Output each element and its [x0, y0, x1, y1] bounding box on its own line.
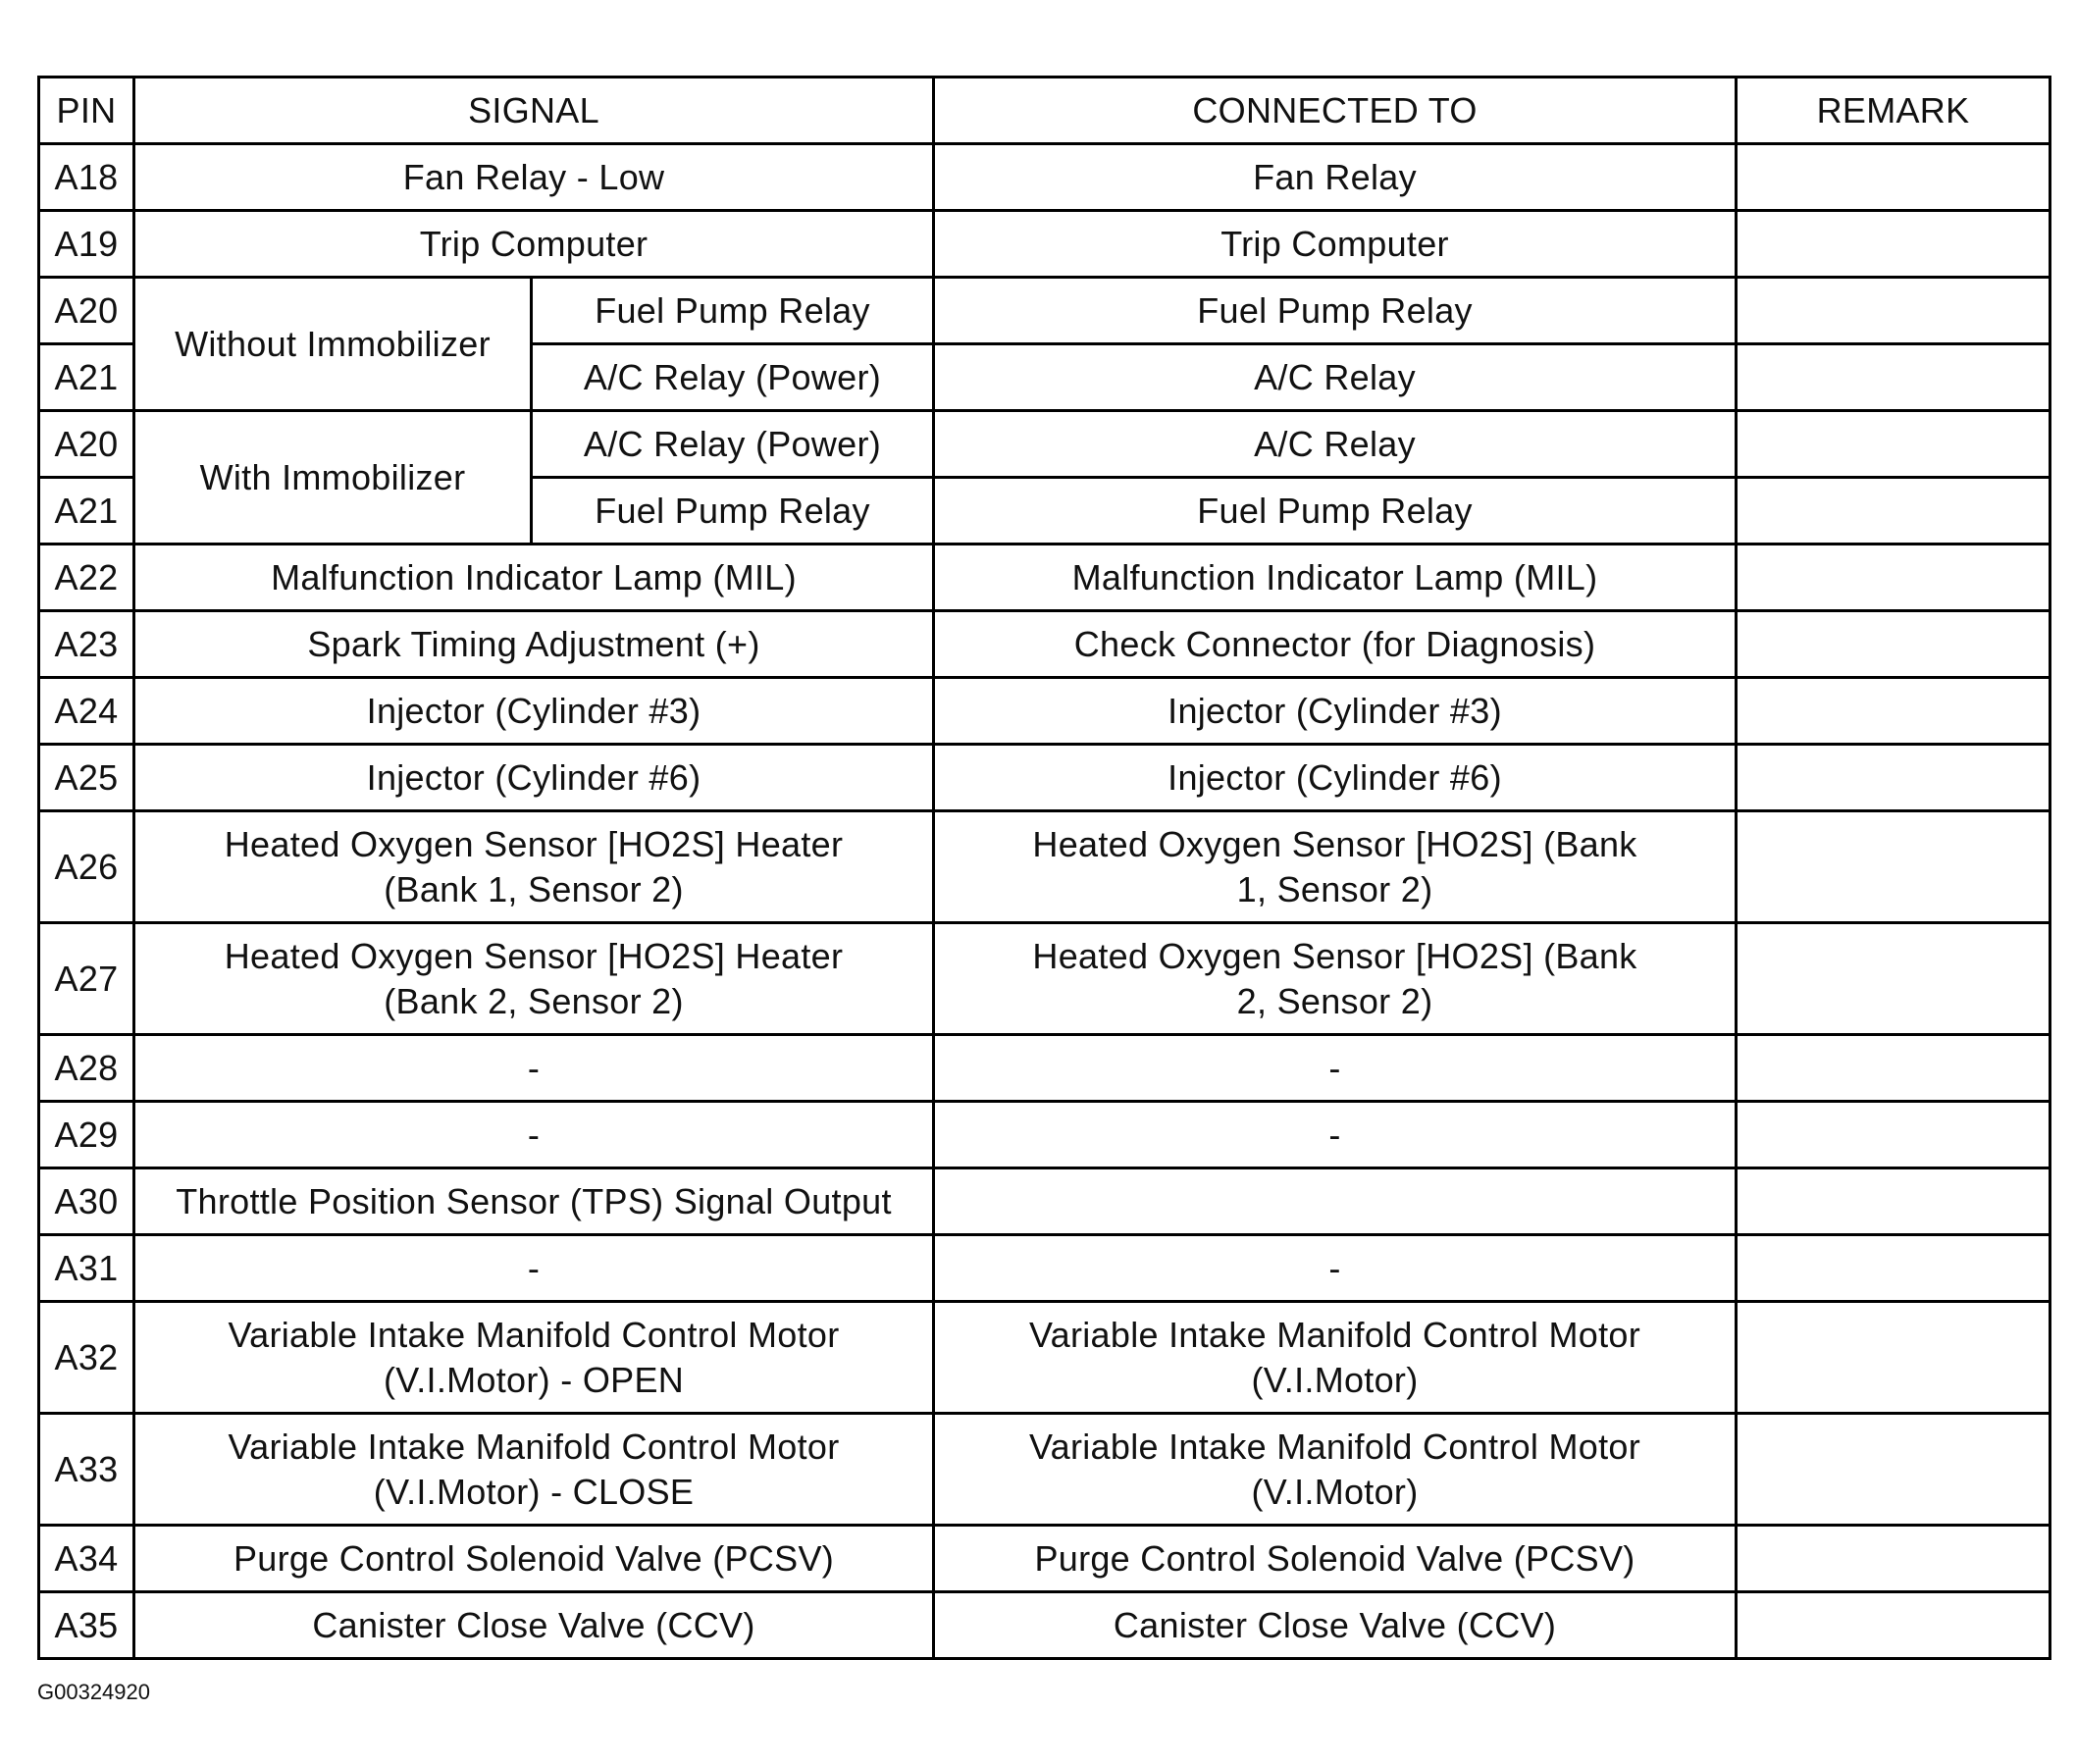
pin-cell: A21: [39, 478, 134, 545]
pin-cell: A29: [39, 1102, 134, 1168]
signal-cell: Trip Computer: [134, 211, 934, 278]
header-signal: SIGNAL: [134, 78, 934, 144]
signal-cell: Spark Timing Adjustment (+): [134, 611, 934, 678]
pin-cell: A26: [39, 811, 134, 923]
table-row: [39, 811, 2050, 923]
table-row: [39, 211, 2050, 278]
group-cell-with-immobilizer: With Immobilizer: [134, 411, 532, 545]
table-row: [39, 1235, 2050, 1302]
pin-table: [37, 76, 2051, 1660]
signal-line: Variable Intake Manifold Control Motor: [228, 1314, 840, 1355]
signal-cell: Fuel Pump Relay: [532, 478, 934, 545]
signal-cell: Fan Relay - Low: [134, 144, 934, 211]
signal-cell: [134, 811, 934, 923]
remark-cell: [1737, 1168, 2050, 1235]
figure-id: G00324920: [37, 1680, 150, 1704]
signal-cell: [134, 923, 934, 1035]
table-row: [39, 678, 2050, 745]
signal-line: (V.I.Motor) - CLOSE: [373, 1471, 695, 1512]
connected-cell: Fuel Pump Relay: [934, 478, 1737, 545]
connected-cell: Malfunction Indicator Lamp (MIL): [934, 545, 1737, 611]
connected-cell: -: [934, 1235, 1737, 1302]
connected-line: Heated Oxygen Sensor [HO2S] (Bank: [1032, 935, 1637, 976]
signal-line: (V.I.Motor) - OPEN: [383, 1359, 685, 1400]
pin-cell: A28: [39, 1035, 134, 1102]
pin-cell: A35: [39, 1592, 134, 1659]
remark-cell: [1737, 478, 2050, 545]
table-row: [39, 1592, 2050, 1659]
connected-cell: -: [934, 1102, 1737, 1168]
connected-line: 1, Sensor 2): [1236, 868, 1433, 909]
remark-cell: [1737, 1592, 2050, 1659]
connected-cell: A/C Relay: [934, 411, 1737, 478]
pin-cell: A31: [39, 1235, 134, 1302]
connected-cell: [934, 1414, 1737, 1526]
connected-cell: Check Connector (for Diagnosis): [934, 611, 1737, 678]
remark-cell: [1737, 344, 2050, 411]
table-row: [39, 1102, 2050, 1168]
table-row: [39, 411, 2050, 478]
table-row: [39, 1302, 2050, 1414]
remark-cell: [1737, 1414, 2050, 1526]
connected-cell: [934, 1302, 1737, 1414]
signal-cell: A/C Relay (Power): [532, 411, 934, 478]
remark-cell: [1737, 278, 2050, 344]
signal-cell: [134, 1414, 934, 1526]
pin-cell: A33: [39, 1414, 134, 1526]
remark-cell: [1737, 745, 2050, 811]
signal-cell: Throttle Position Sensor (TPS) Signal Output: [134, 1168, 934, 1235]
signal-line: (Bank 1, Sensor 2): [384, 868, 684, 909]
pin-cell: A18: [39, 144, 134, 211]
remark-cell: [1737, 211, 2050, 278]
pin-cell: A23: [39, 611, 134, 678]
remark-cell: [1737, 1235, 2050, 1302]
signal-cell: Fuel Pump Relay: [532, 278, 934, 344]
connected-line: (V.I.Motor): [1251, 1359, 1419, 1400]
signal-line: Heated Oxygen Sensor [HO2S] Heater: [224, 935, 844, 976]
connected-cell: A/C Relay: [934, 344, 1737, 411]
remark-cell: [1737, 1102, 2050, 1168]
signal-cell: A/C Relay (Power): [532, 344, 934, 411]
header-row: [39, 78, 2050, 144]
connected-cell: [934, 923, 1737, 1035]
pin-cell: A21: [39, 344, 134, 411]
table-row: [39, 611, 2050, 678]
signal-cell: -: [134, 1035, 934, 1102]
signal-line: Heated Oxygen Sensor [HO2S] Heater: [224, 823, 844, 864]
connected-line: Variable Intake Manifold Control Motor: [1029, 1314, 1641, 1355]
table-row: [39, 923, 2050, 1035]
pin-cell: A19: [39, 211, 134, 278]
remark-cell: [1737, 923, 2050, 1035]
connected-cell: Trip Computer: [934, 211, 1737, 278]
remark-cell: [1737, 1035, 2050, 1102]
signal-cell: Malfunction Indicator Lamp (MIL): [134, 545, 934, 611]
connected-cell: -: [934, 1035, 1737, 1102]
connected-cell: Fuel Pump Relay: [934, 278, 1737, 344]
connected-cell: Injector (Cylinder #3): [934, 678, 1737, 745]
pin-cell: A32: [39, 1302, 134, 1414]
pin-cell: A24: [39, 678, 134, 745]
pin-cell: A20: [39, 411, 134, 478]
pin-cell: A25: [39, 745, 134, 811]
pin-cell: A22: [39, 545, 134, 611]
connected-line: Heated Oxygen Sensor [HO2S] (Bank: [1032, 823, 1637, 864]
signal-cell: -: [134, 1102, 934, 1168]
connected-line: Variable Intake Manifold Control Motor: [1029, 1426, 1641, 1467]
pin-cell: A27: [39, 923, 134, 1035]
remark-cell: [1737, 678, 2050, 745]
pin-cell: A30: [39, 1168, 134, 1235]
table-row: [39, 1035, 2050, 1102]
signal-cell: Canister Close Valve (CCV): [134, 1592, 934, 1659]
table-row: [39, 1168, 2050, 1235]
table-row: [39, 1526, 2050, 1592]
connected-line: 2, Sensor 2): [1236, 980, 1433, 1021]
connected-cell: Fan Relay: [934, 144, 1737, 211]
pin-cell: A34: [39, 1526, 134, 1592]
signal-cell: Purge Control Solenoid Valve (PCSV): [134, 1526, 934, 1592]
remark-cell: [1737, 811, 2050, 923]
header-remark: REMARK: [1737, 78, 2050, 144]
remark-cell: [1737, 611, 2050, 678]
signal-cell: -: [134, 1235, 934, 1302]
connected-line: (V.I.Motor): [1251, 1471, 1419, 1512]
table-row: [39, 278, 2050, 344]
header-connected-to: CONNECTED TO: [934, 78, 1737, 144]
table-row: [39, 745, 2050, 811]
signal-cell: Injector (Cylinder #6): [134, 745, 934, 811]
connected-cell: Canister Close Valve (CCV): [934, 1592, 1737, 1659]
table-row: [39, 144, 2050, 211]
remark-cell: [1737, 1302, 2050, 1414]
remark-cell: [1737, 545, 2050, 611]
signal-cell: Injector (Cylinder #3): [134, 678, 934, 745]
remark-cell: [1737, 411, 2050, 478]
remark-cell: [1737, 1526, 2050, 1592]
connected-cell: [934, 811, 1737, 923]
connected-cell: Injector (Cylinder #6): [934, 745, 1737, 811]
signal-cell: [134, 1302, 934, 1414]
connected-cell: Purge Control Solenoid Valve (PCSV): [934, 1526, 1737, 1592]
connected-cell: [934, 1168, 1737, 1235]
table-row: [39, 1414, 2050, 1526]
header-pin: PIN: [39, 78, 134, 144]
remark-cell: [1737, 144, 2050, 211]
table-row: [39, 545, 2050, 611]
signal-line: (Bank 2, Sensor 2): [384, 980, 684, 1021]
signal-line: Variable Intake Manifold Control Motor: [228, 1426, 840, 1467]
group-cell-without-immobilizer: Without Immobilizer: [134, 278, 532, 411]
pin-cell: A20: [39, 278, 134, 344]
